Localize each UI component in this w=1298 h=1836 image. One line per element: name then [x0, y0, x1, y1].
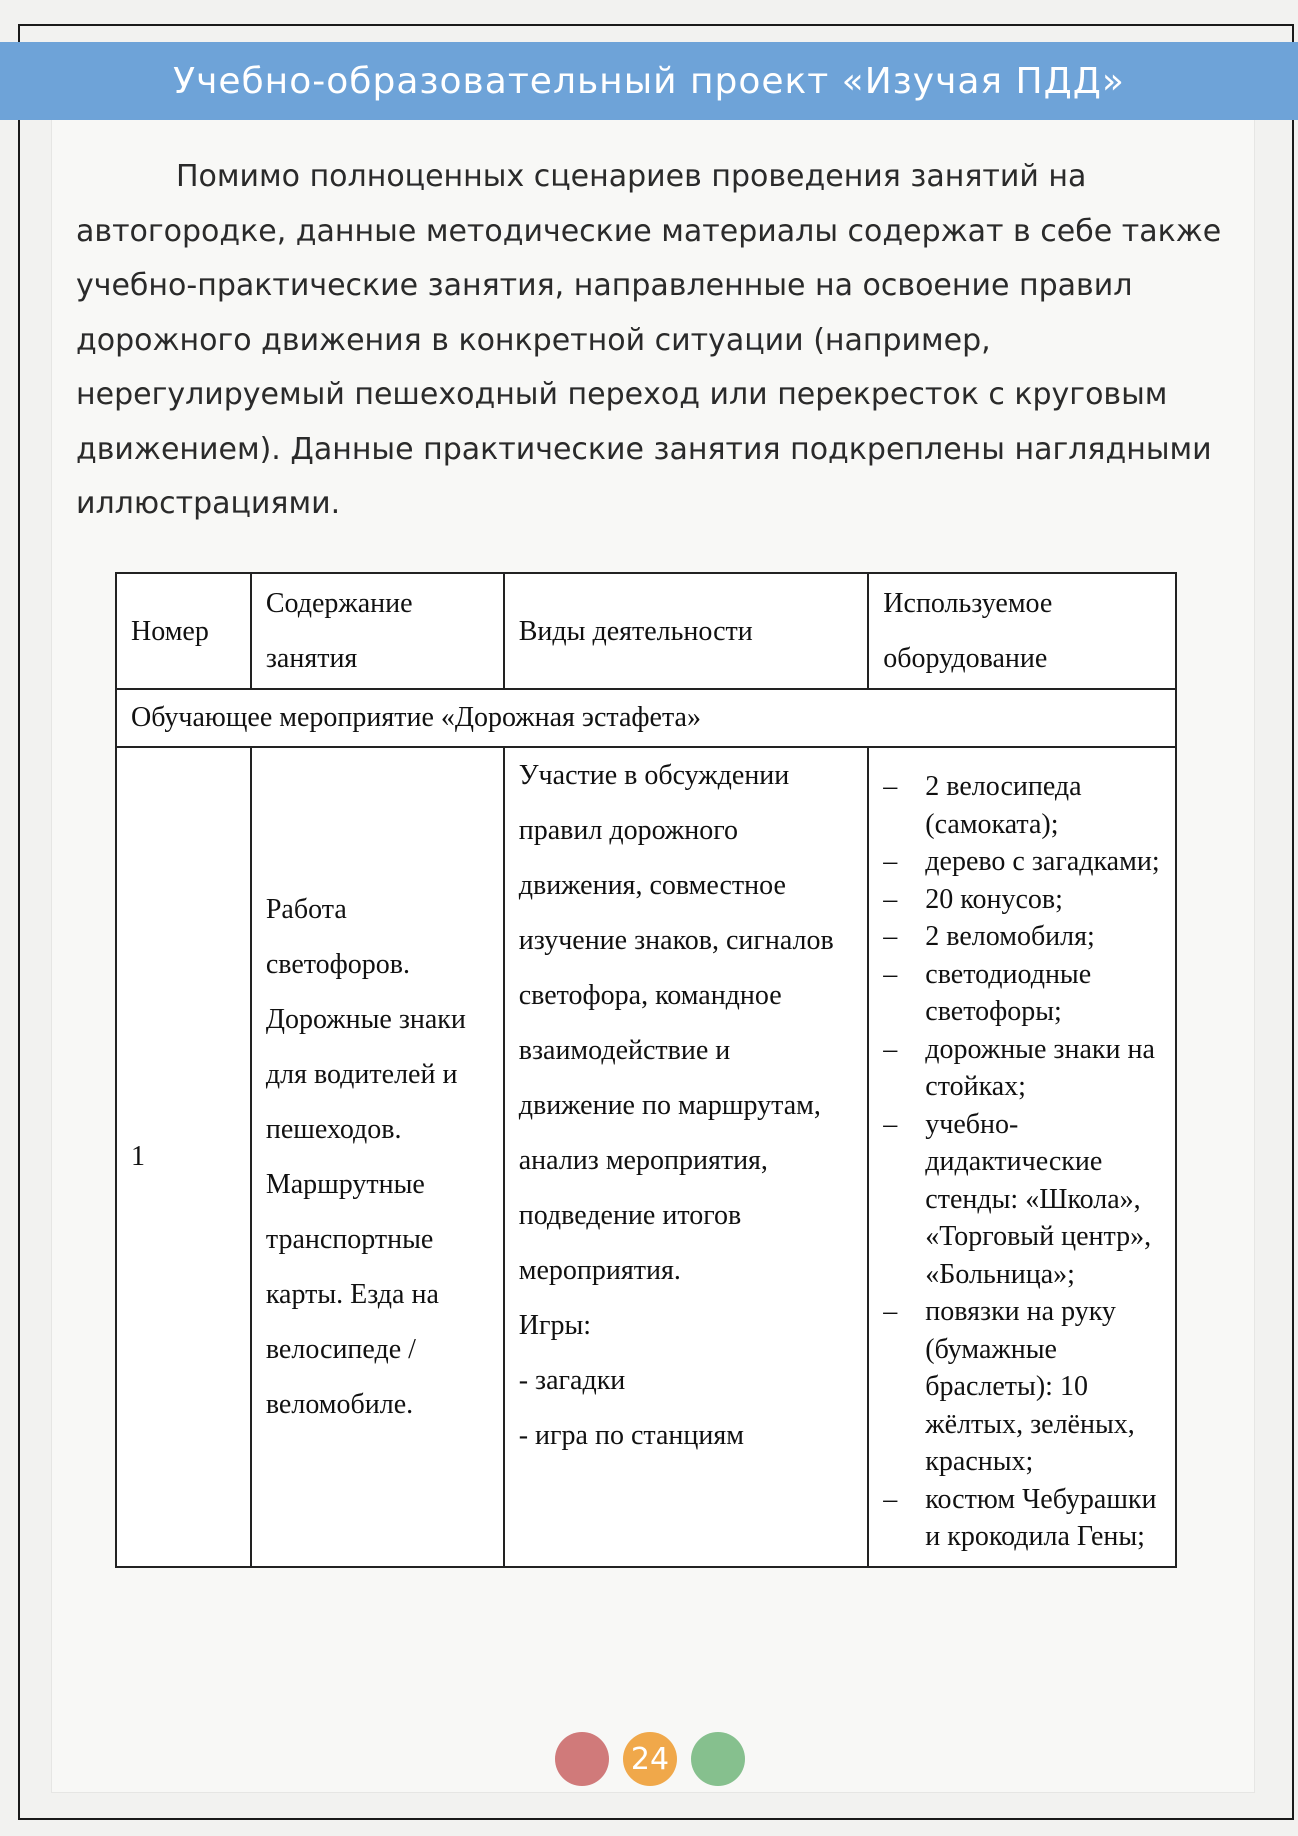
equipment-item: – 20 конусов;: [883, 883, 1063, 915]
page-footer: [555, 1732, 745, 1786]
equipment-item: – костюм Чебурашки и крокодила Гены;: [883, 1483, 1157, 1552]
game-item: - загадки: [518, 1365, 626, 1396]
row-activities: [504, 747, 869, 1567]
column-header-content: Содержание занятия: [251, 573, 504, 689]
equipment-item: – учебно-дидактические стенды: «Школа», «Торговый центр», «Больница»;: [883, 1108, 1152, 1290]
intro-paragraph: Помимо полноценных сценариев проведения занятий на автогородке, данные методические материалы содержат в себе также учебно-практические занятия, направленные на освоение правил дорожного движения в конкретной ситуации (например, нерегулируемый пешеходный переход или перекресток с круговым движением). Данные практические занятия подкреплены наглядными иллюстрациями.: [76, 159, 1222, 521]
activities-text: Участие в обсуждении правил дорожного движения, совместное изучение знаков, сигналов светофора, командное взаимодействие и движение по маршрутам, анализ мероприятия, подведение итогов мероприятия.: [518, 760, 834, 1286]
equipment-item: – дерево с загадками;: [883, 846, 1160, 877]
section-title: Обучающее мероприятие «Дорожная эстафета»: [116, 689, 1176, 747]
section-row: [116, 689, 1176, 747]
row-content: Работа светофоров. Дорожные знаки для водителей и пешеходов. Маршрутные транспортные карты. Езда на велосипеде /веломобиле.: [251, 747, 504, 1567]
games-label: Игры:: [518, 1310, 592, 1341]
page-number: 24: [623, 1732, 677, 1786]
decor-dot-green: [691, 1732, 745, 1786]
decor-dot-red: [555, 1732, 609, 1786]
column-header-number: Номер: [116, 573, 251, 689]
game-item: - игра по станциям: [518, 1420, 744, 1451]
table-header-row: [116, 573, 1176, 689]
equipment-list: [883, 768, 1161, 1556]
column-header-activities: Виды деятельности: [504, 573, 869, 689]
equipment-item: – дорожные знаки на стойках;: [883, 1033, 1155, 1102]
row-number: 1: [116, 747, 251, 1567]
equipment-item: – светодиодные светофоры;: [883, 958, 1092, 1027]
row-equipment: [868, 747, 1176, 1567]
table-row: [116, 747, 1176, 1567]
column-header-equipment: Используемое оборудование: [868, 573, 1176, 689]
equipment-item: – повязки на руку (бумажные браслеты): 10 жёлтых, зелёных, красных;: [883, 1296, 1135, 1477]
page-title: Учебно-образовательный проект «Изучая ПДД»: [173, 60, 1125, 102]
equipment-item: – 2 веломобиля;: [883, 921, 1095, 952]
equipment-item: – 2 велосипеда (самоката);: [883, 771, 1082, 840]
lesson-table: [115, 572, 1177, 1568]
header-band: [0, 42, 1298, 120]
